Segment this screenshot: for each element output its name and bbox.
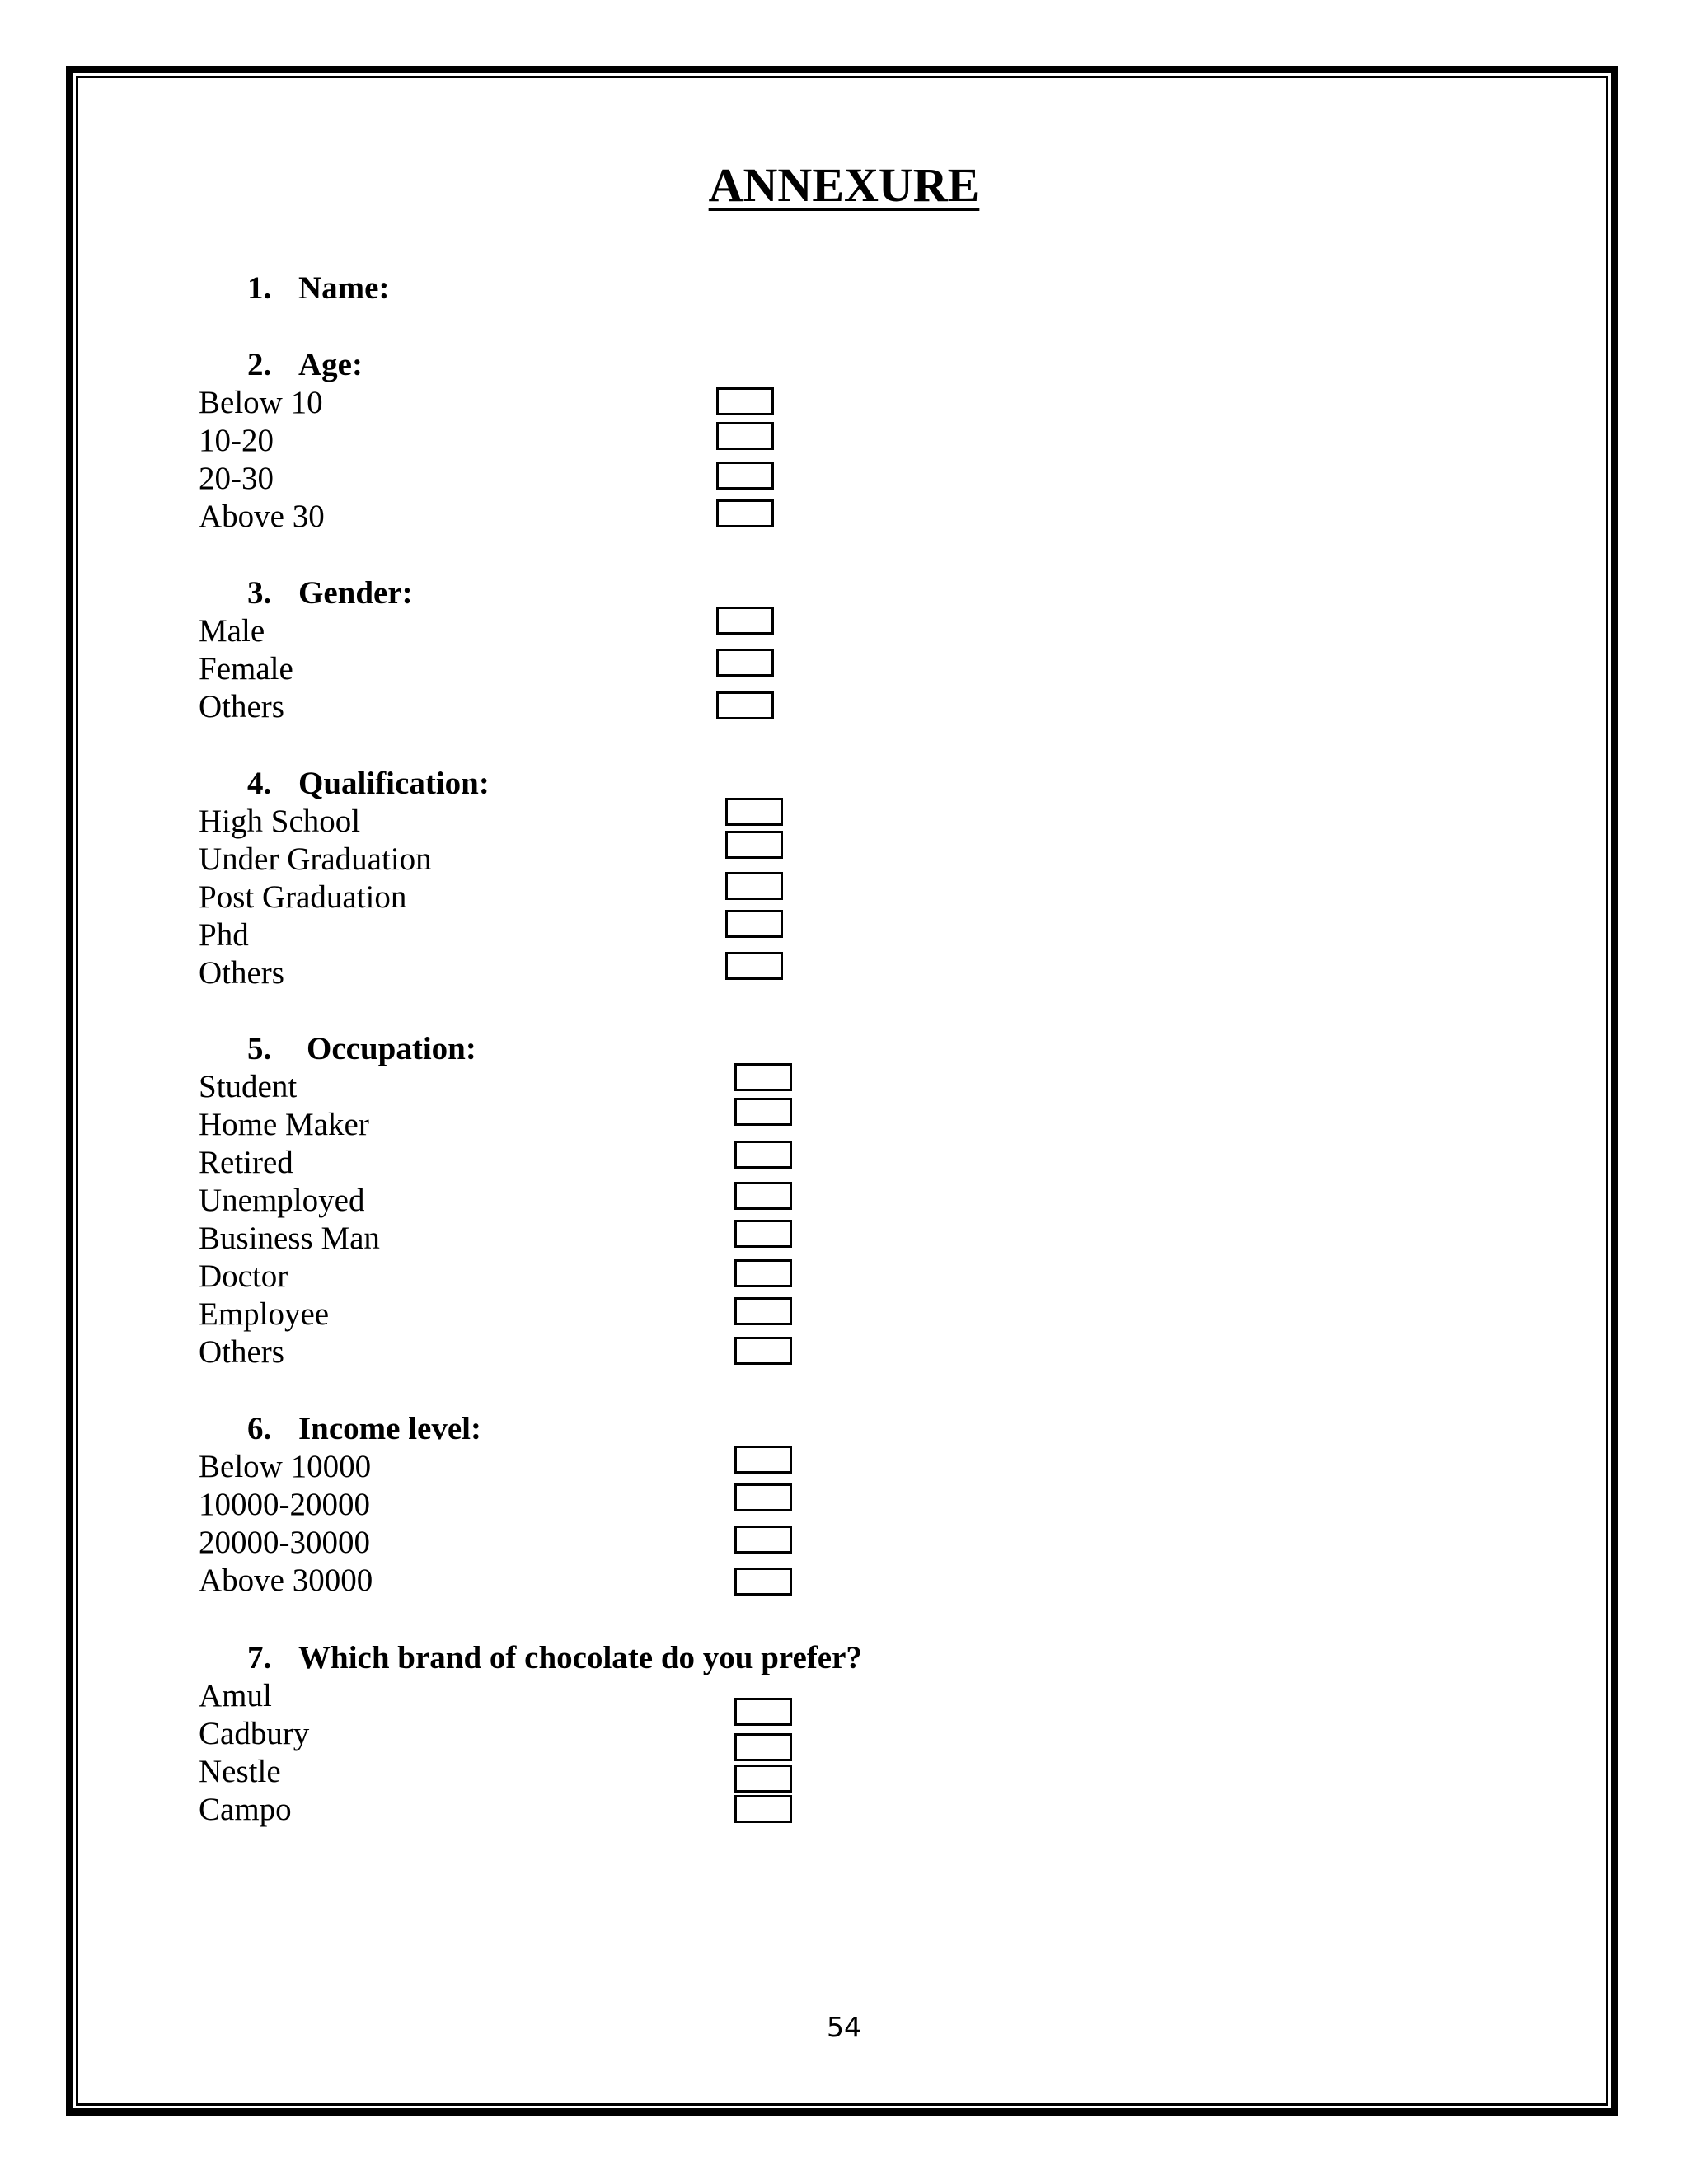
option-label: Above 30000 <box>199 1563 373 1598</box>
option-label: Above 30 <box>199 499 325 534</box>
question-number: 4. <box>247 766 272 801</box>
option-label: Amul <box>199 1678 272 1713</box>
question-label: Age: <box>298 347 363 382</box>
question-number: 2. <box>247 347 272 382</box>
question-brand <box>247 1639 862 1677</box>
checkbox-age-below-10[interactable] <box>716 387 774 415</box>
option-label: Student <box>199 1069 298 1104</box>
question-number: 6. <box>247 1411 272 1446</box>
checkbox-age-above-30[interactable] <box>716 499 774 527</box>
question-number: 7. <box>247 1640 272 1675</box>
option-label: Below 10000 <box>199 1449 372 1484</box>
option-label: Campo <box>199 1792 292 1827</box>
question-gender <box>247 574 413 612</box>
option-label: Others <box>199 955 284 991</box>
question-name <box>247 269 389 307</box>
option-label: Nestle <box>199 1754 281 1789</box>
checkbox-age-20-30[interactable] <box>716 462 774 490</box>
option-label: Employee <box>199 1296 330 1332</box>
option-label: High School <box>199 804 361 839</box>
question-label: Income level: <box>298 1411 482 1446</box>
option-label: Below 10 <box>199 385 323 420</box>
question-occupation <box>247 1030 476 1068</box>
checkbox-brand-campo[interactable] <box>734 1795 792 1823</box>
checkbox-brand-amul[interactable] <box>734 1698 792 1726</box>
checkbox-occupation-doctor[interactable] <box>734 1259 792 1287</box>
checkbox-occupation-home-maker[interactable] <box>734 1098 792 1126</box>
page-number: 54 <box>827 2011 861 2043</box>
question-label: Occupation: <box>307 1031 476 1066</box>
checkbox-income-20000-30000[interactable] <box>734 1526 792 1554</box>
option-label: Home Maker <box>199 1107 369 1142</box>
checkbox-occupation-unemployed[interactable] <box>734 1182 792 1210</box>
checkbox-income-above-30000[interactable] <box>734 1568 792 1596</box>
option-label: Business Man <box>199 1221 380 1256</box>
option-label: 20000-30000 <box>199 1525 370 1560</box>
option-label: Post Graduation <box>199 879 407 915</box>
checkbox-qualification-under-graduation[interactable] <box>725 831 783 859</box>
option-label: 10000-20000 <box>199 1487 370 1522</box>
option-label: Phd <box>199 917 249 953</box>
checkbox-gender-others[interactable] <box>716 691 774 719</box>
question-number: 5. <box>247 1031 272 1066</box>
checkbox-qualification-post-graduation[interactable] <box>725 872 783 900</box>
page-title: ANNEXURE <box>708 158 980 212</box>
checkbox-occupation-retired[interactable] <box>734 1141 792 1169</box>
question-qualification <box>247 765 490 803</box>
checkbox-qualification-phd[interactable] <box>725 910 783 938</box>
checkbox-occupation-others[interactable] <box>734 1337 792 1365</box>
checkbox-qualification-high-school[interactable] <box>725 798 783 826</box>
option-label: Others <box>199 1334 284 1370</box>
question-number: 3. <box>247 575 272 611</box>
checkbox-occupation-student[interactable] <box>734 1063 792 1091</box>
checkbox-qualification-others[interactable] <box>725 952 783 980</box>
option-label: Cadbury <box>199 1716 310 1751</box>
option-label: Under Graduation <box>199 841 432 877</box>
option-label: Doctor <box>199 1258 288 1294</box>
checkbox-brand-cadbury[interactable] <box>734 1733 792 1761</box>
question-label: Gender: <box>298 575 413 611</box>
question-label: Name: <box>298 270 390 306</box>
checkbox-brand-nestle[interactable] <box>734 1765 792 1793</box>
question-income <box>247 1410 481 1448</box>
checkbox-gender-female[interactable] <box>716 649 774 677</box>
checkbox-income-10000-20000[interactable] <box>734 1483 792 1511</box>
question-label: Which brand of chocolate do you prefer? <box>298 1640 862 1675</box>
option-label: 20-30 <box>199 461 274 496</box>
checkbox-occupation-business-man[interactable] <box>734 1220 792 1248</box>
option-label: 10-20 <box>199 423 274 458</box>
checkbox-occupation-employee[interactable] <box>734 1297 792 1325</box>
checkbox-age-10-20[interactable] <box>716 422 774 450</box>
question-age <box>247 346 363 384</box>
question-number: 1. <box>247 270 272 306</box>
option-label: Male <box>199 613 265 649</box>
option-label: Others <box>199 689 284 724</box>
checkbox-gender-male[interactable] <box>716 607 774 635</box>
question-label: Qualification: <box>298 766 490 801</box>
option-label: Unemployed <box>199 1183 365 1218</box>
option-label: Female <box>199 651 293 687</box>
option-label: Retired <box>199 1145 293 1180</box>
checkbox-income-below-10000[interactable] <box>734 1446 792 1474</box>
